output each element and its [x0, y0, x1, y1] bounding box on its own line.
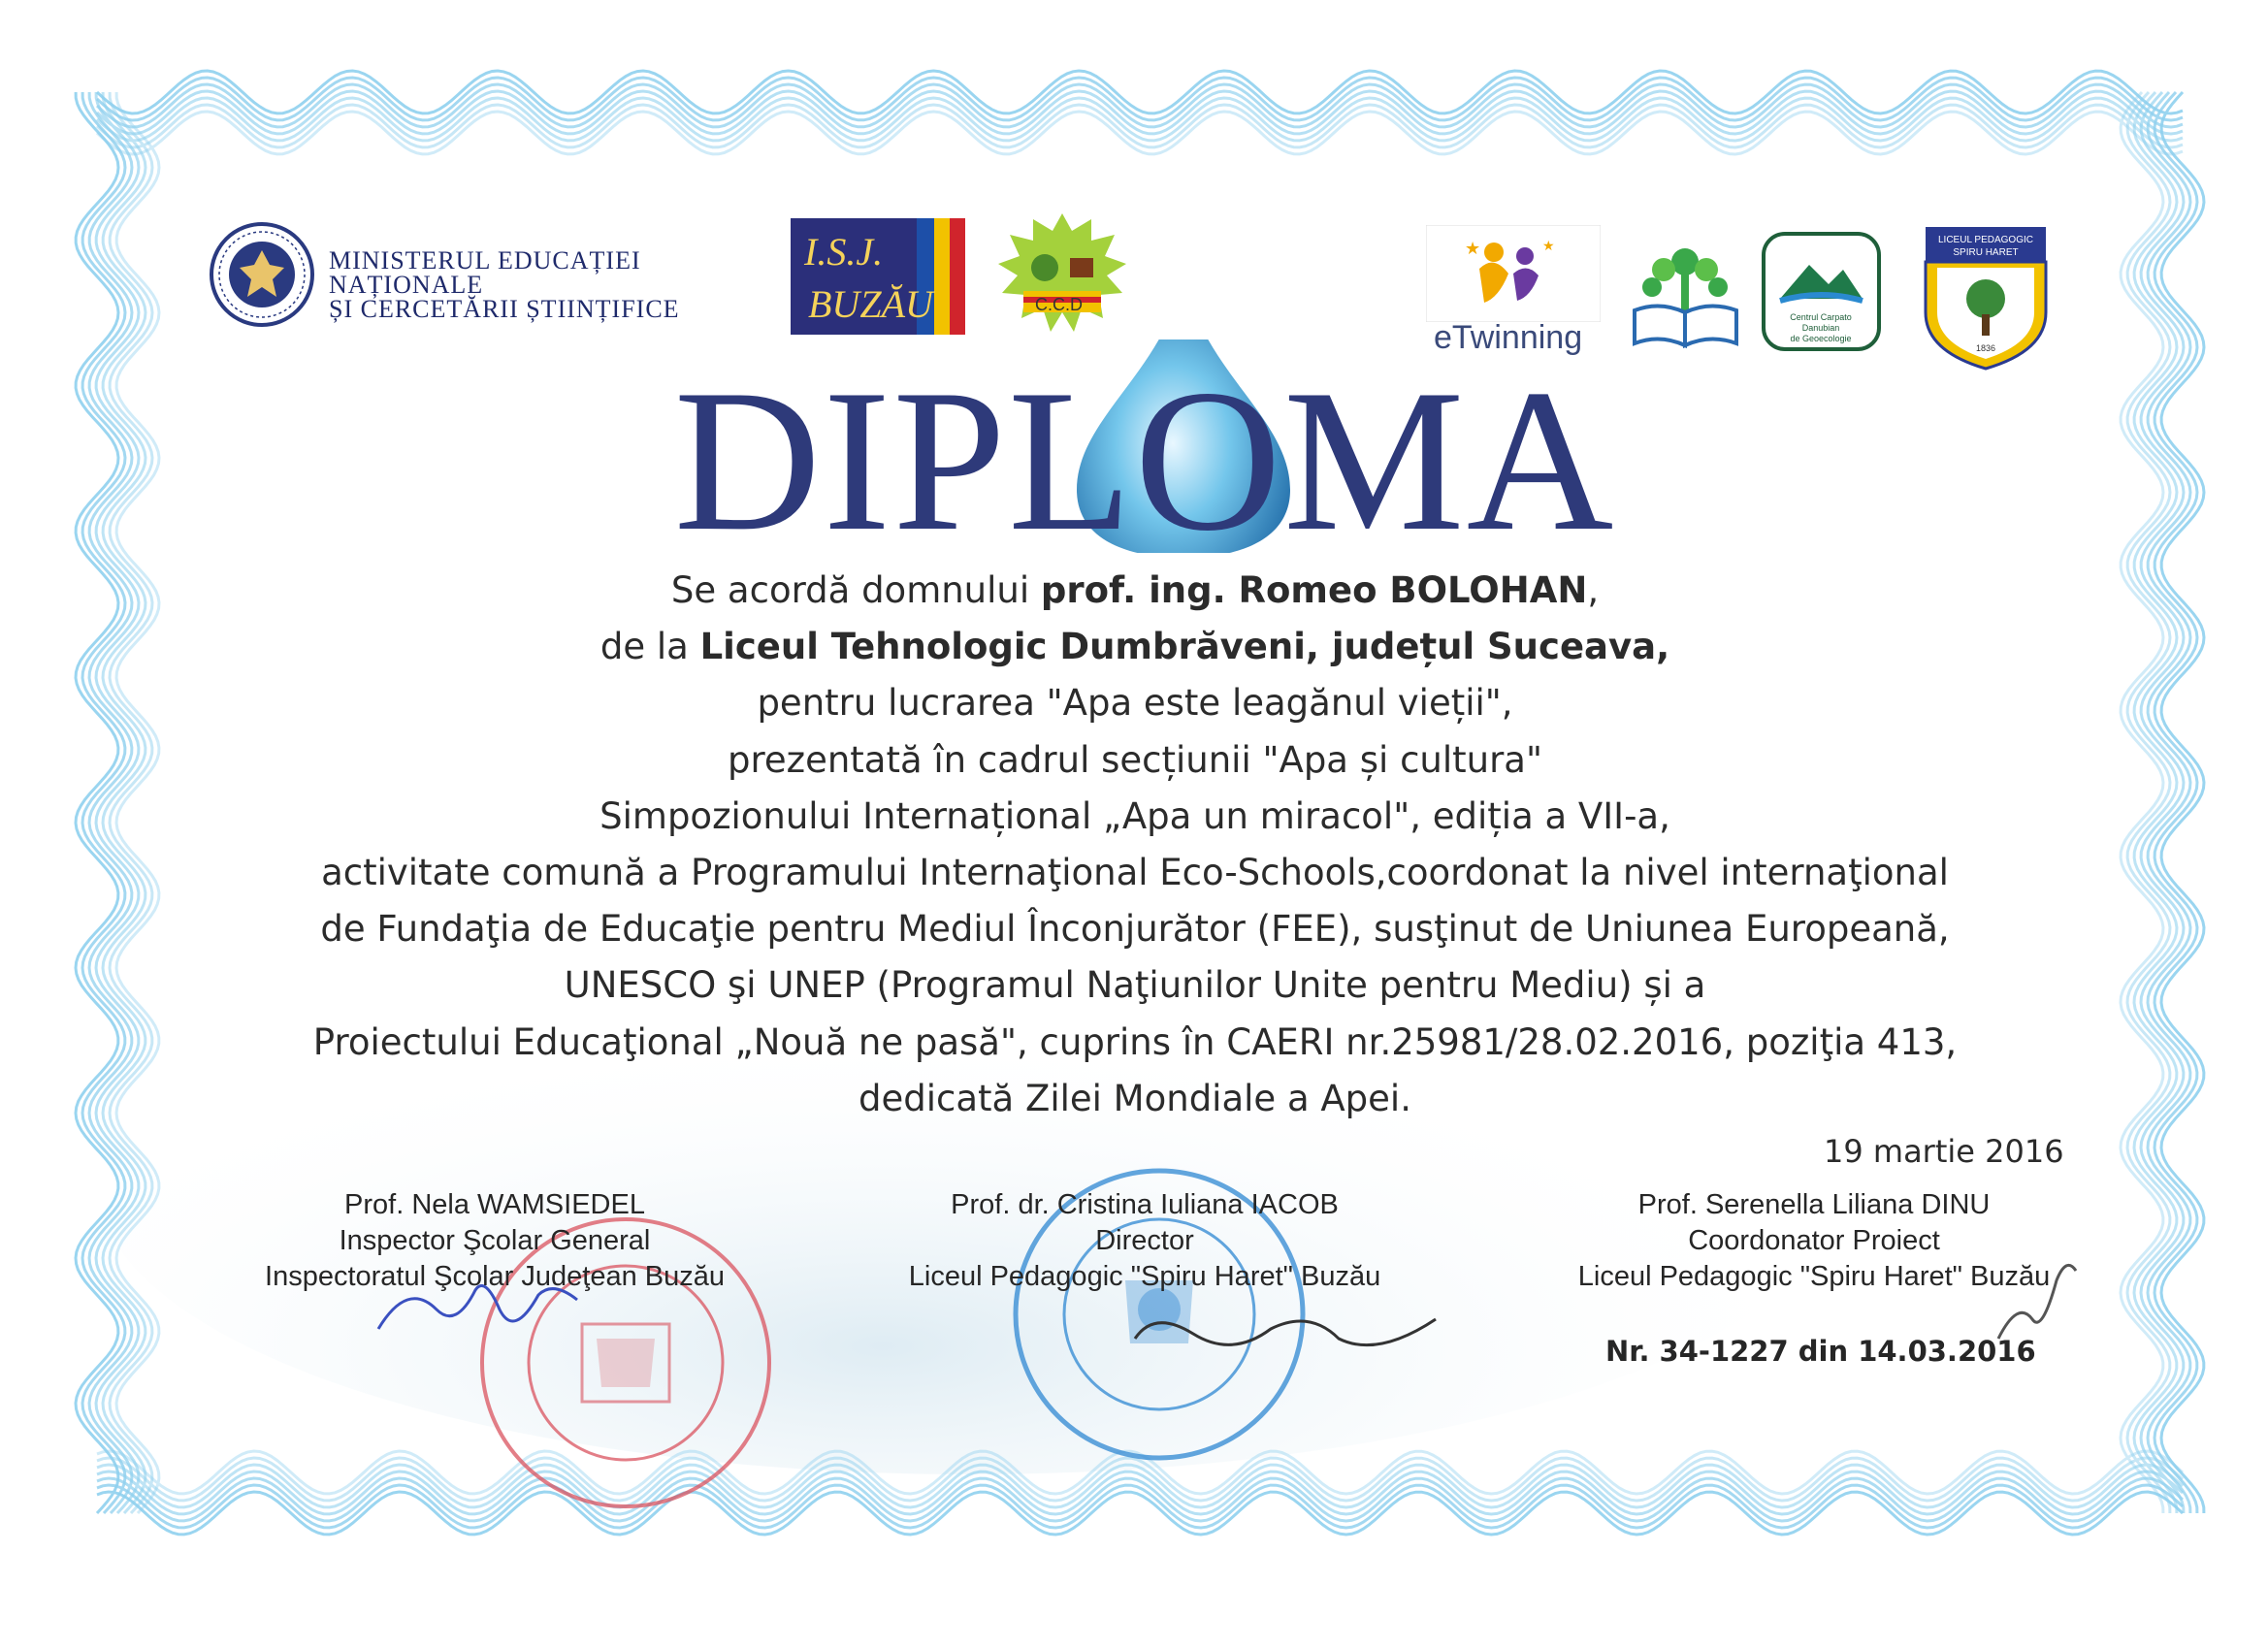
body-line-2-pre: de la [599, 626, 700, 668]
diploma-title [660, 340, 1630, 553]
body-line-9: Proiectului Educaţional „Nouă ne pasă", cuprins în CAERI nr.25981/28.02.2016, poziţia 413, [312, 1020, 1958, 1063]
svg-text:BUZĂU: BUZĂU [808, 282, 933, 326]
recipient-name: prof. ing. Romeo BOLOHAN [1040, 569, 1588, 611]
signatory-2-role: Director [1095, 1225, 1194, 1256]
svg-text:de Geoecologie: de Geoecologie [1790, 334, 1852, 343]
etwinning-logo [1426, 225, 1601, 356]
issue-date: 19 martie 2016 [1824, 1133, 2064, 1170]
body-line-2 [213, 619, 2057, 675]
government-seal-icon [209, 221, 315, 328]
body-line-1-post: , [1587, 569, 1600, 611]
svg-text:C.C.D: C.C.D [1035, 295, 1083, 314]
etwinning-label: eTwinning [1434, 319, 1583, 356]
signatory-2-institution: Liceul Pedagogic "Spiru Haret" Buzău [908, 1261, 1381, 1292]
body-line-8: UNESCO şi UNEP (Programul Naţiunilor Unite pentru Mediu) și a [564, 964, 1706, 1007]
signatory-inspector [223, 1187, 766, 1295]
body-line-1-pre: Se acordă domnului [670, 569, 1041, 611]
ministry-name-line1: MINISTERUL EDUCAȚIEI NAȚIONALE [329, 246, 641, 299]
reference-number: Nr. 34-1227 din 14.03.2016 [1605, 1335, 2036, 1368]
signatory-3-name: Prof. Serenella Liliana DINU [1637, 1189, 1991, 1220]
body-line-7: de Fundaţia de Educaţie pentru Mediul Înconjurător (FEE), susţinut de Uniunea Europeană, [320, 908, 1950, 951]
geoecology-logo [1761, 231, 1882, 352]
signatory-1-name: Prof. Nela WAMSIEDEL [344, 1189, 645, 1220]
recipient-school: Liceul Tehnologic Dumbrăveni, județul Suceava, [699, 626, 1670, 668]
svg-text:SPIRU HARET: SPIRU HARET [1953, 247, 2019, 258]
signatory-1-role: Inspector Şcolar General [339, 1225, 651, 1256]
signatory-3-institution: Liceul Pedagogic "Spiru Haret" Buzău [1577, 1261, 2051, 1292]
body-line-5: Simpozionului Internațional „Apa un miracol", ediția a VII-a, [599, 794, 1670, 837]
svg-text:★: ★ [1542, 239, 1555, 254]
svg-text:I.S.J.: I.S.J. [804, 230, 884, 274]
svg-text:Centrul Carpato: Centrul Carpato [1790, 312, 1852, 322]
body-line-10: dedicată Zilei Mondiale a Apei. [859, 1077, 1411, 1119]
diploma-body [213, 563, 2057, 1127]
signatory-2-name: Prof. dr. Cristina Iuliana IACOB [951, 1189, 1339, 1220]
signatory-3-role: Coordonator Proiect [1688, 1225, 1940, 1256]
ccd-logo [994, 211, 1130, 338]
body-line-6: activitate comună a Programului Internaţional Eco-Schools,coordonat la nivel internaţional [321, 852, 1949, 894]
svg-text:★: ★ [1465, 239, 1481, 259]
ministry-name-line2: ȘI CERCETĂRII ȘTIINȚIFICE [329, 295, 680, 323]
svg-text:LICEUL PEDAGOGIC: LICEUL PEDAGOGIC [1938, 235, 2033, 245]
diploma-title-text: DIPLOMA [673, 348, 1616, 553]
body-line-4: prezentată în cadrul secțiunii "Apa și cultura" [728, 738, 1542, 781]
signatory-director [873, 1187, 1416, 1295]
signatory-coordinator [1533, 1187, 2095, 1295]
eco-schools-logo [1625, 233, 1746, 349]
ministry-header [209, 221, 791, 323]
school-crest-logo [1924, 225, 2048, 371]
signatory-1-institution: Inspectoratul Şcolar Judeţean Buzău [265, 1261, 725, 1292]
signature-middle [1116, 1300, 1445, 1368]
body-line-1 [213, 563, 2057, 619]
svg-text:Danubian: Danubian [1801, 323, 1840, 333]
isj-buzau-logo [791, 218, 965, 335]
svg-text:1836: 1836 [1975, 343, 1996, 353]
body-line-3: pentru lucrarea "Apa este leagănul vieții", [757, 682, 1513, 725]
